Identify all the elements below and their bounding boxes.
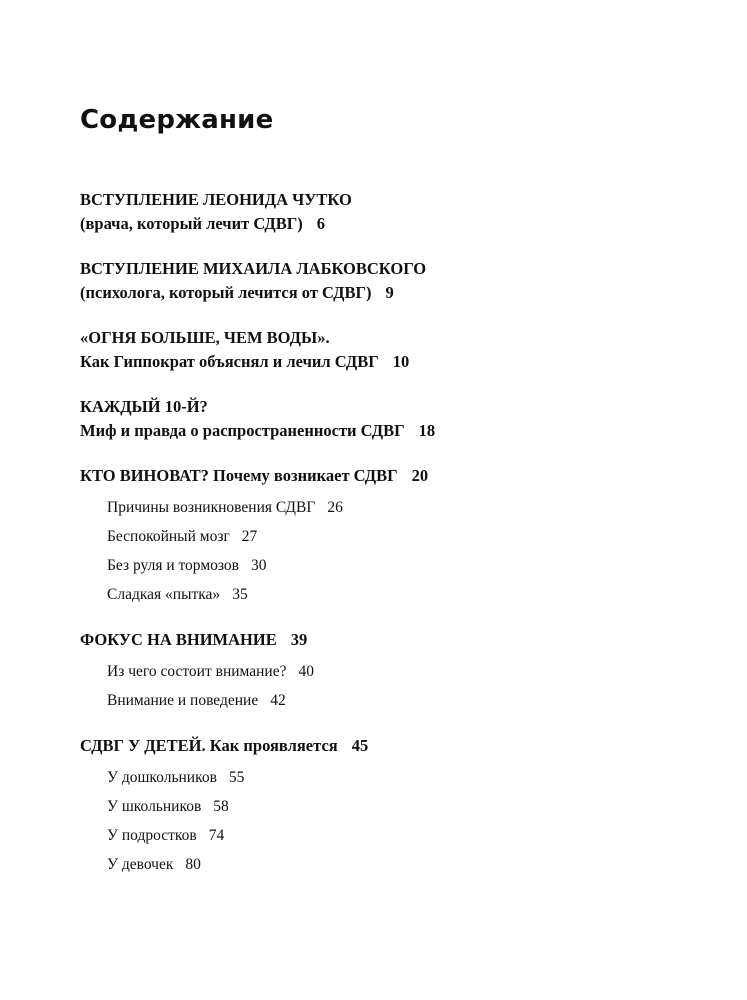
chapter-heading: ВСТУПЛЕНИЕ МИХАИЛА ЛАБКОВСКОГО [80,259,427,278]
toc-subsection[interactable] [80,657,700,686]
subsection-label: У девочек [107,856,174,873]
toc-chapter[interactable] [80,257,700,305]
chapter-page-number: 20 [411,466,429,485]
table-of-contents [80,100,700,898]
subsection-page-number: 55 [228,769,245,786]
toc-subsection[interactable] [80,493,700,522]
chapter-page-number: 45 [351,736,369,755]
chapter-subtitle-line [80,212,700,236]
toc-list [80,188,700,879]
subsection-page-number: 80 [185,856,201,873]
chapter-subtitle: (врача, который лечит СДВГ) [80,214,303,233]
subsection-label: Из чего состоит внимание? [107,663,287,680]
subsection-label: Внимание и поведение [107,692,259,709]
chapter-subtitle: СДВГ У ДЕТЕЙ. Как проявляется [80,736,338,755]
subsection-label: Сладкая «пытка» [107,586,221,603]
chapter-page-number: 18 [418,421,436,440]
toc-subsection[interactable] [80,763,700,792]
toc-subsection[interactable] [80,551,700,580]
toc-subsection[interactable] [80,580,700,609]
subsection-label: Причины возникновения СДВГ [107,499,316,516]
page-title: Содержание [80,105,274,135]
subsection-label: У школьников [107,798,202,815]
chapter-heading: «ОГНЯ БОЛЬШЕ, ЧЕМ ВОДЫ». [80,328,330,347]
subsection-label: Беспокойный мозг [107,528,230,545]
chapter-subtitle: ФОКУС НА ВНИМАНИЕ [80,630,277,649]
subsection-label: У дошкольников [107,769,217,786]
chapter-heading: КАЖДЫЙ 10-Й? [80,397,208,416]
subsection-label: У подростков [107,827,197,844]
chapter-page-number: 6 [316,214,326,233]
toc-chapter[interactable] [80,464,700,488]
chapter-subtitle-line [80,281,700,305]
subsection-list [80,657,700,715]
toc-subsection[interactable] [80,821,700,850]
subsection-page-number: 30 [251,557,267,574]
toc-subsection[interactable] [80,522,700,551]
subsection-page-number: 58 [213,798,229,815]
toc-chapter[interactable] [80,628,700,652]
chapter-subtitle: Миф и правда о распространенности СДВГ [80,421,405,440]
subsection-page-number: 27 [241,528,258,545]
chapter-subtitle: Как Гиппократ объяснял и лечил СДВГ [80,352,379,371]
subsection-page-number: 74 [208,827,225,844]
subsection-list [80,493,700,609]
chapter-page-number: 9 [385,283,394,302]
subsection-page-number: 26 [327,499,343,516]
chapter-heading: ВСТУПЛЕНИЕ ЛЕОНИДА ЧУТКО [80,190,352,209]
subsection-page-number: 35 [232,586,248,603]
toc-chapter[interactable] [80,326,700,374]
subsection-label: Без руля и тормозов [107,557,239,574]
chapter-page-number: 39 [290,630,308,649]
toc-subsection[interactable] [80,792,700,821]
toc-chapter[interactable] [80,395,700,443]
toc-chapter[interactable] [80,734,700,758]
chapter-subtitle-line [80,419,700,443]
subsection-page-number: 42 [270,692,286,709]
chapter-subtitle-line [80,464,700,488]
toc-subsection[interactable] [80,686,700,715]
chapter-subtitle-line [80,734,700,758]
chapter-subtitle-line [80,350,700,374]
chapter-subtitle-line [80,628,700,652]
chapter-subtitle: (психолога, который лечится от СДВГ) [80,283,372,302]
chapter-page-number: 10 [392,352,410,371]
toc-chapter[interactable] [80,188,700,236]
subsection-page-number: 40 [298,663,314,680]
toc-subsection[interactable] [80,850,700,879]
chapter-subtitle: КТО ВИНОВАТ? Почему возникает СДВГ [80,466,398,485]
subsection-list [80,763,700,879]
